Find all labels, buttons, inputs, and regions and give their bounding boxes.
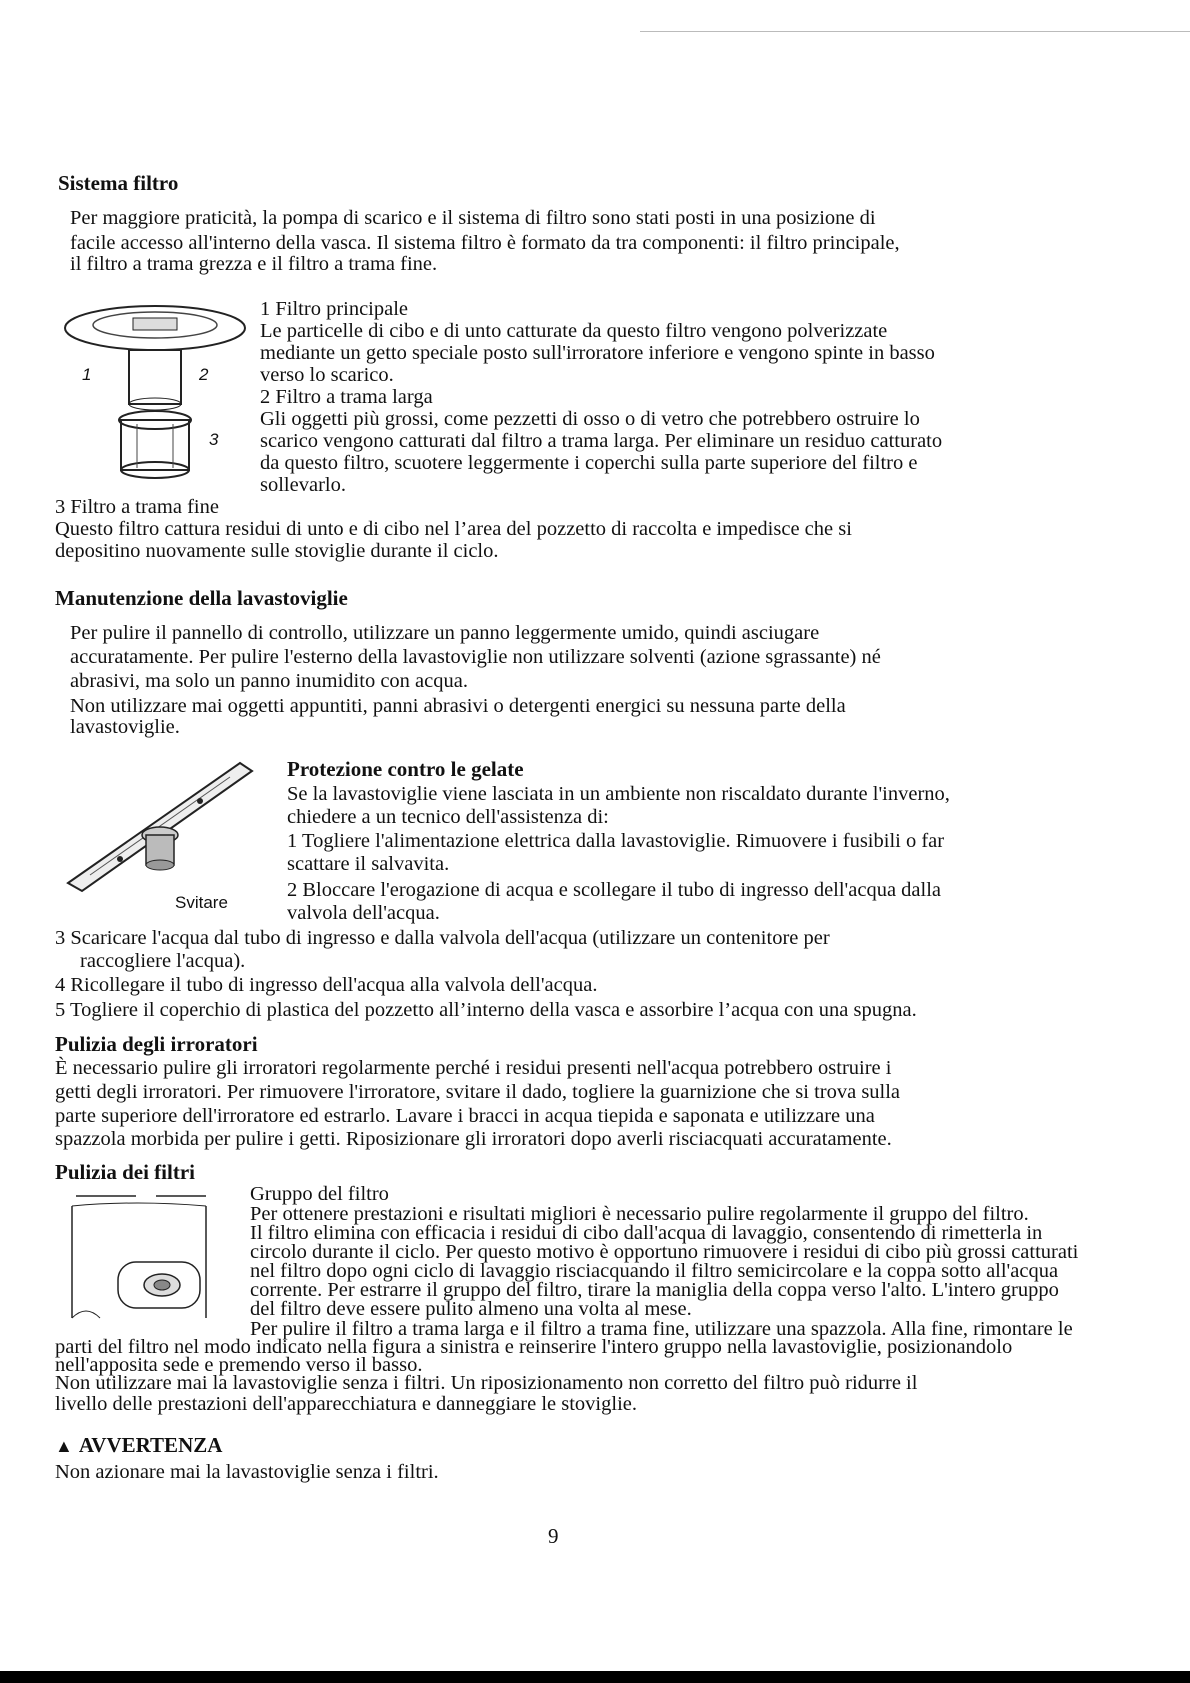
paragraph-line: accuratamente. Per pulire l'esterno della lavastoviglie non utilizzare solventi (azione sgrassante) né [70, 646, 881, 668]
paragraph-line: raccogliere l'acqua). [80, 950, 246, 972]
paragraph-line: 5 Togliere il coperchio di plastica del pozzetto all’interno della vasca e assorbire l’acqua con una spugna. [55, 999, 917, 1021]
figure-label: 1 [82, 365, 92, 384]
paragraph-line: 1 Togliere l'alimentazione elettrica dalla lavastoviglie. Rimuovere i fusibili o far [287, 830, 945, 852]
paragraph-line: spazzola morbida per pulire i getti. Riposizionare gli irroratori dopo averli risciacquati accuratamente. [55, 1128, 892, 1150]
section-title-frost: Protezione contro le gelate [287, 757, 524, 781]
figure-label: 3 [209, 430, 219, 449]
small-paragraph-line: parti del filtro nel modo indicato nella figura a sinistra e reinserire l'intero gruppo nella lavastoviglie, posizionandolo [55, 1336, 1013, 1358]
filter-group-figure [66, 1192, 226, 1322]
paragraph-line: Non utilizzare mai oggetti appuntiti, panni abrasivi o detergenti energici su nessuna parte della [70, 695, 846, 717]
spray-arm-figure [60, 755, 260, 895]
paragraph-line: 3 Scaricare l'acqua dal tubo di ingresso e dalla valvola dell'acqua (utilizzare un contenitore per [55, 927, 830, 949]
item-line: sollevarlo. [260, 474, 346, 496]
small-paragraph-line: Per pulire il filtro a trama larga e il filtro a trama fine, utilizzare una spazzola. Alla fine, rimontare le [250, 1318, 1073, 1340]
filter-components-figure [55, 292, 255, 492]
small-paragraph-line: Gruppo del filtro [250, 1183, 389, 1205]
section-title-filters: Pulizia dei filtri [55, 1160, 195, 1184]
paragraph-line: lavastoviglie. [70, 716, 180, 738]
small-paragraph-line: Per ottenere prestazioni e risultati migliori è necessario pulire regolarmente il gruppo del filtro. [250, 1203, 1029, 1225]
bottom-bar [0, 1671, 1190, 1683]
small-paragraph-line: corrente. Per estrarre il gruppo del filtro, tirare la maniglia della coppa verso l'alto. L'intero gruppo [250, 1279, 1059, 1301]
paragraph-line: livello delle prestazioni dell'apparecchiatura e danneggiare le stoviglie. [55, 1393, 637, 1415]
paragraph-line: Se la lavastoviglie viene lasciata in un ambiente non riscaldato durante l'inverno, [287, 783, 950, 805]
section-title-spray-arms: Pulizia degli irroratori [55, 1032, 258, 1056]
item-line: Le particelle di cibo e di unto catturate da questo filtro vengono polverizzate [260, 320, 888, 342]
figure-label-svitare: Svitare [175, 893, 228, 912]
paragraph-line: valvola dell'acqua. [287, 902, 440, 924]
section-title-filter-system: Sistema filtro [58, 171, 179, 195]
paragraph-line: chiedere a un tecnico dell'assistenza di: [287, 806, 609, 828]
paragraph-line: parte superiore dell'irroratore ed estrarlo. Lavare i bracci in acqua tiepida e saponata e utilizzare una [55, 1105, 875, 1127]
item-line: Gli oggetti più grossi, come pezzetti di osso o di vetro che potrebbero ostruire lo [260, 408, 920, 430]
paragraph-line: depositino nuovamente sulle stoviglie durante il ciclo. [55, 540, 499, 562]
small-paragraph-line: nell'apposita sede e premendo verso il basso. [55, 1354, 423, 1376]
small-paragraph-line: nel filtro dopo ogni ciclo di lavaggio risciacquando il filtro semicircolare e la coppa sotto all'acqua [250, 1260, 1059, 1282]
paragraph-line: Per maggiore praticità, la pompa di scarico e il sistema di filtro sono stati posti in una posizione di [70, 207, 876, 229]
item-line: 2 Filtro a trama larga [260, 386, 433, 408]
top-rule [640, 31, 1190, 32]
item-line: 1 Filtro principale [260, 298, 409, 320]
paragraph-line: Non utilizzare mai la lavastoviglie senza i filtri. Un riposizionamento non corretto del filtro può ridurre il [55, 1372, 918, 1394]
small-paragraph-line: del filtro deve essere pulito almeno una volta al mese. [250, 1298, 692, 1320]
section-title-maintenance: Manutenzione della lavastoviglie [55, 586, 348, 610]
paragraph-line: È necessario pulire gli irroratori regolarmente perché i residui presenti nell'acqua potrebbero ostruire i [55, 1057, 892, 1079]
page-number: 9 [548, 1524, 559, 1548]
warning-title [55, 1433, 222, 1458]
figure-label: 2 [199, 365, 209, 384]
item-line: da questo filtro, scuotere leggermente i coperchi sulla parte superiore del filtro e [260, 452, 918, 474]
paragraph-line: 3 Filtro a trama fine [55, 496, 219, 518]
paragraph-line: scattare il salvavita. [287, 853, 450, 875]
paragraph-line: Questo filtro cattura residui di unto e di cibo nel l’area del pozzetto di raccolta e impedisce che si [55, 518, 852, 540]
warning-title-text: AVVERTENZA [78, 1433, 223, 1457]
paragraph-line: 2 Bloccare l'erogazione di acqua e scollegare il tubo di ingresso dell'acqua dalla [287, 879, 942, 901]
paragraph-line: il filtro a trama grezza e il filtro a trama fine. [70, 253, 438, 275]
small-paragraph-line: circolo durante il ciclo. Per questo motivo è opportuno rimuovere i residui di cibo più grossi catturati [250, 1241, 1079, 1263]
paragraph-line: Per pulire il pannello di controllo, utilizzare un panno leggermente umido, quindi asciugare [70, 622, 820, 644]
warning-text: Non azionare mai la lavastoviglie senza i filtri. [55, 1461, 439, 1483]
item-line: mediante un getto speciale posto sull'irroratore inferiore e vengono spinte in basso [260, 342, 935, 364]
paragraph-line: facile accesso all'interno della vasca. Il sistema filtro è formato da tra componenti: il filtro principale, [70, 232, 900, 254]
paragraph-line: getti degli irroratori. Per rimuovere l'irroratore, svitare il dado, togliere la guarnizione che si trova sulla [55, 1081, 901, 1103]
item-line: verso lo scarico. [260, 364, 394, 386]
small-paragraph-line: Il filtro elimina con efficacia i residui di cibo dall'acqua di lavaggio, consentendo di rimetterla in [250, 1222, 1043, 1244]
warning-icon: ▲ [55, 1436, 73, 1456]
paragraph-line: 4 Ricollegare il tubo di ingresso dell'acqua alla valvola dell'acqua. [55, 974, 598, 996]
item-line: scarico vengono catturati dal filtro a trama larga. Per eliminare un residuo catturato [260, 430, 943, 452]
paragraph-line: abrasivi, ma solo un panno inumidito con acqua. [70, 670, 468, 692]
